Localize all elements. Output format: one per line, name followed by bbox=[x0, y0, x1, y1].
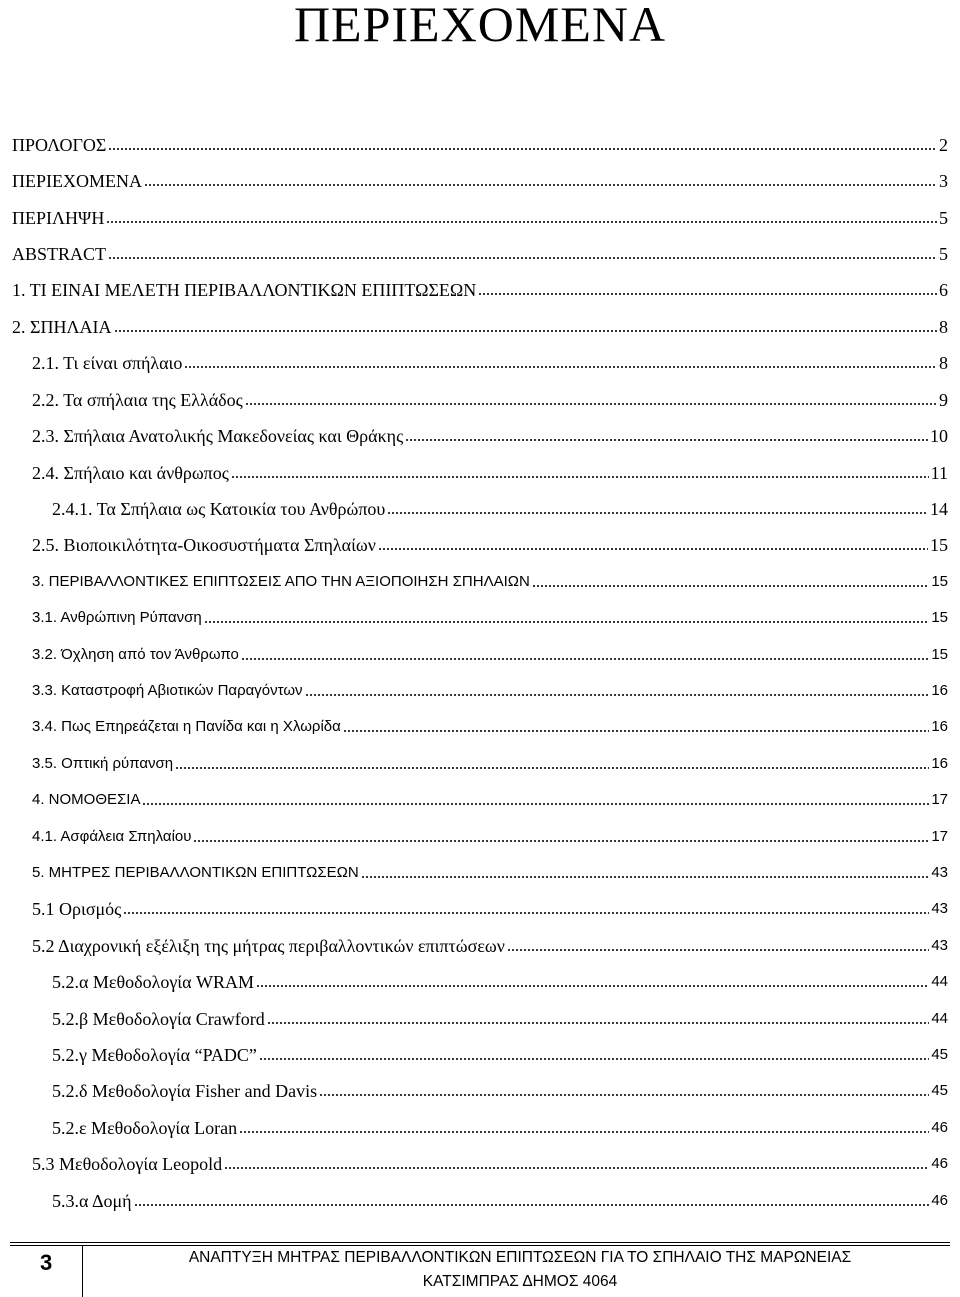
toc-entry[interactable] bbox=[0, 775, 948, 811]
toc-leader-dots bbox=[361, 875, 930, 879]
toc-leader-dots bbox=[319, 1093, 929, 1097]
toc-entry[interactable] bbox=[0, 666, 948, 702]
toc-entry-page: 16 bbox=[931, 755, 948, 772]
toc-leader-dots bbox=[478, 292, 937, 296]
toc-entry[interactable] bbox=[0, 739, 948, 775]
toc-entry[interactable] bbox=[0, 265, 948, 301]
toc-entry[interactable] bbox=[0, 156, 948, 192]
toc-entry-page: 15 bbox=[931, 646, 948, 663]
toc-leader-dots bbox=[532, 584, 930, 588]
toc-entry-page: 43 bbox=[931, 864, 948, 881]
toc-entry[interactable] bbox=[0, 484, 948, 520]
toc-entry-page: 43 bbox=[931, 937, 948, 954]
toc-entry-label: 3.4. Πως Επηρεάζεται η Πανίδα και η Χλωρίδα bbox=[32, 718, 341, 735]
toc-leader-dots bbox=[184, 365, 937, 369]
toc-leader-dots bbox=[256, 984, 929, 988]
toc-entry[interactable] bbox=[0, 848, 948, 884]
toc-entry[interactable] bbox=[0, 520, 948, 556]
toc-entry-page: 10 bbox=[930, 426, 948, 446]
toc-entry-page: 11 bbox=[930, 463, 948, 483]
toc-entry-page: 15 bbox=[931, 573, 948, 590]
toc-leader-dots bbox=[123, 911, 929, 915]
toc-entry[interactable] bbox=[0, 921, 948, 957]
toc-leader-dots bbox=[239, 1130, 929, 1134]
toc-entry-page: 6 bbox=[939, 280, 948, 300]
toc-entry-label: 2.4. Σπήλαιο και άνθρωπος bbox=[32, 463, 229, 483]
toc-entry-label: ΠΕΡΙΛΗΨΗ bbox=[12, 208, 105, 228]
toc-leader-dots bbox=[387, 511, 928, 515]
toc-entry[interactable] bbox=[0, 812, 948, 848]
toc-entry-page: 3 bbox=[939, 171, 948, 191]
toc-entry-page: 15 bbox=[930, 535, 948, 555]
toc-entry-page: 43 bbox=[931, 900, 948, 917]
toc-leader-dots bbox=[259, 1057, 929, 1061]
toc-entry[interactable] bbox=[0, 702, 948, 738]
toc-leader-dots bbox=[224, 1166, 929, 1170]
toc-leader-dots bbox=[144, 183, 937, 187]
toc-entry[interactable] bbox=[0, 557, 948, 593]
toc-entry-page: 45 bbox=[931, 1082, 948, 1099]
toc-entry-label: 5.2.ε Μεθοδολογία Loran bbox=[52, 1118, 238, 1138]
toc-entry[interactable] bbox=[0, 338, 948, 374]
toc-entry-label: 5.2 Διαχρονική εξέλιξη της μήτρας περιβαλλοντικών επιπτώσεων bbox=[32, 936, 505, 956]
toc-leader-dots bbox=[241, 657, 930, 661]
toc-entry-page: 46 bbox=[931, 1192, 948, 1209]
toc-entry-label: 5.2.α Μεθοδολογία WRAM bbox=[52, 972, 255, 992]
toc-leader-dots bbox=[175, 766, 929, 770]
toc-leader-dots bbox=[108, 256, 937, 260]
toc-entry[interactable] bbox=[0, 375, 948, 411]
toc-leader-dots bbox=[245, 402, 937, 406]
toc-entry-page: 45 bbox=[931, 1046, 948, 1063]
toc-entry-label: 4.1. Ασφάλεια Σπηλαίου bbox=[32, 828, 192, 845]
toc-entry-page: 9 bbox=[939, 390, 948, 410]
toc-entry[interactable] bbox=[0, 630, 948, 666]
toc-entry-page: 8 bbox=[939, 317, 948, 337]
toc-entry[interactable] bbox=[0, 1176, 948, 1212]
toc-leader-dots bbox=[193, 839, 929, 843]
toc-entry[interactable] bbox=[0, 1139, 948, 1175]
toc-entry[interactable] bbox=[0, 193, 948, 229]
toc-entry[interactable] bbox=[0, 411, 948, 447]
toc-entry[interactable] bbox=[0, 120, 948, 156]
toc-entry-label: 5.2.γ Μεθοδολογία “PADC” bbox=[52, 1045, 257, 1065]
toc-entry[interactable] bbox=[0, 593, 948, 629]
toc-entry-label: 2.1. Τι είναι σπήλαιο bbox=[32, 353, 183, 373]
toc-entry-label: 3.2. Όχληση από τον Άνθρωπο bbox=[32, 646, 239, 663]
toc-entry-label: 3. ΠΕΡΙΒΑΛΛΟΝΤΙΚΕΣ ΕΠΙΠΤΩΣΕΙΣ ΑΠΟ ΤΗΝ ΑΞΙΟΠΟΙΗΣΗ ΣΠΗΛΑΙΩΝ bbox=[32, 573, 530, 590]
toc-leader-dots bbox=[108, 147, 937, 151]
toc-entry-label: 5.3 Μεθοδολογία Leopold bbox=[32, 1154, 223, 1174]
toc-entry-page: 5 bbox=[939, 244, 948, 264]
toc-entry-label: 5. ΜΗΤΡΕΣ ΠΕΡΙΒΑΛΛΟΝΤΙΚΩΝ ΕΠΙΠΤΩΣΕΩΝ bbox=[32, 864, 359, 881]
toc-entry-label: 2.3. Σπήλαια Ανατολικής Μακεδονείας και Θράκης bbox=[32, 426, 404, 446]
toc-entry-page: 17 bbox=[931, 828, 948, 845]
toc-entry-label: 2.5. Βιοποικιλότητα-Οικοσυστήματα Σπηλαίων bbox=[32, 535, 376, 555]
toc-leader-dots bbox=[378, 547, 928, 551]
toc-leader-dots bbox=[134, 1203, 930, 1207]
toc-entry-page: 46 bbox=[931, 1119, 948, 1136]
toc-entry-page: 16 bbox=[931, 682, 948, 699]
toc-entry-page: 17 bbox=[931, 791, 948, 808]
toc-entry-label: 3.5. Οπτική ρύπανση bbox=[32, 755, 174, 772]
toc-entry-label: 5.2.δ Μεθοδολογία Fisher and Davis bbox=[52, 1081, 318, 1101]
toc-entry[interactable] bbox=[0, 994, 948, 1030]
toc-entry-page: 8 bbox=[939, 353, 948, 373]
toc-leader-dots bbox=[142, 802, 929, 806]
toc-entry-label: 2. ΣΠΗΛΑΙΑ bbox=[12, 317, 112, 337]
toc-entry[interactable] bbox=[0, 1103, 948, 1139]
toc-entry-page: 5 bbox=[939, 208, 948, 228]
toc-leader-dots bbox=[267, 1021, 930, 1025]
toc-entry-page: 46 bbox=[931, 1155, 948, 1172]
toc-leader-dots bbox=[343, 729, 930, 733]
toc-entry-page: 44 bbox=[931, 973, 948, 990]
toc-entry[interactable] bbox=[0, 957, 948, 993]
toc-entry-page: 16 bbox=[931, 718, 948, 735]
footer-divider bbox=[82, 1246, 83, 1297]
toc-entry-page: 14 bbox=[930, 499, 948, 519]
toc-entry[interactable] bbox=[0, 884, 948, 920]
toc-leader-dots bbox=[507, 948, 929, 952]
toc-entry-label: 5.3.α Δομή bbox=[52, 1191, 132, 1211]
toc-entry-label: 5.1 Ορισμός bbox=[32, 899, 122, 919]
toc-leader-dots bbox=[305, 693, 930, 697]
toc-entry-page: 2 bbox=[939, 135, 948, 155]
toc-leader-dots bbox=[106, 220, 937, 224]
toc-entry[interactable] bbox=[0, 229, 948, 265]
toc-entry-label: 4. ΝΟΜΟΘΕΣΙΑ bbox=[32, 791, 141, 808]
toc-leader-dots bbox=[405, 438, 928, 442]
footer-page-number: 3 bbox=[40, 1250, 53, 1275]
page-title: ΠΕΡΙΕΧΟΜΕΝΑ bbox=[293, 0, 667, 52]
toc-entry-label: ABSTRACT bbox=[12, 244, 107, 264]
toc-entry-label: 5.2.β Μεθοδολογία Crawford bbox=[52, 1009, 265, 1029]
footer-rule bbox=[10, 1242, 950, 1243]
toc-entry[interactable] bbox=[0, 1066, 948, 1102]
toc-entry-label: 2.4.1. Τα Σπήλαια ως Κατοικία του Ανθρώπου bbox=[52, 499, 386, 519]
toc-entry-label: ΠΡΟΛΟΓΟΣ bbox=[12, 135, 107, 155]
toc-entry[interactable] bbox=[0, 1030, 948, 1066]
toc-leader-dots bbox=[231, 475, 929, 479]
toc-entry[interactable] bbox=[0, 448, 948, 484]
toc-entry-label: 1. ΤΙ ΕΙΝΑΙ ΜΕΛΕΤΗ ΠΕΡΙΒΑΛΛΟΝΤΙΚΩΝ ΕΠΙΠΤΩΣΕΩΝ bbox=[12, 280, 477, 300]
toc-leader-dots bbox=[114, 329, 937, 333]
toc-entry-label: 3.1. Ανθρώπινη Ρύπανση bbox=[32, 609, 202, 626]
toc-entry-label: ΠΕΡΙΕΧΟΜΕΝΑ bbox=[12, 171, 142, 191]
toc-entry[interactable] bbox=[0, 302, 948, 338]
footer-text bbox=[90, 1246, 950, 1294]
footer-document-title: ΑΝΑΠΤΥΞΗ ΜΗΤΡΑΣ ΠΕΡΙΒΑΛΛΟΝΤΙΚΩΝ ΕΠΙΠΤΩΣΕΩΝ ΓΙΑ ΤΟ ΣΠΗΛΑΙΟ ΤΗΣ ΜΑΡΩΝΕΙΑΣ bbox=[188, 1249, 852, 1266]
toc-leader-dots bbox=[204, 620, 930, 624]
toc-entry-page: 15 bbox=[931, 609, 948, 626]
toc-entry-page: 44 bbox=[931, 1010, 948, 1027]
toc-entry-label: 2.2. Τα σπήλαια της Ελλάδος bbox=[32, 390, 243, 410]
toc-entry-label: 3.3. Καταστροφή Αβιοτικών Παραγόντων bbox=[32, 682, 303, 699]
footer-author: ΚΑΤΣΙΜΠΡΑΣ ΔΗΜΟΣ 4064 bbox=[422, 1273, 618, 1290]
